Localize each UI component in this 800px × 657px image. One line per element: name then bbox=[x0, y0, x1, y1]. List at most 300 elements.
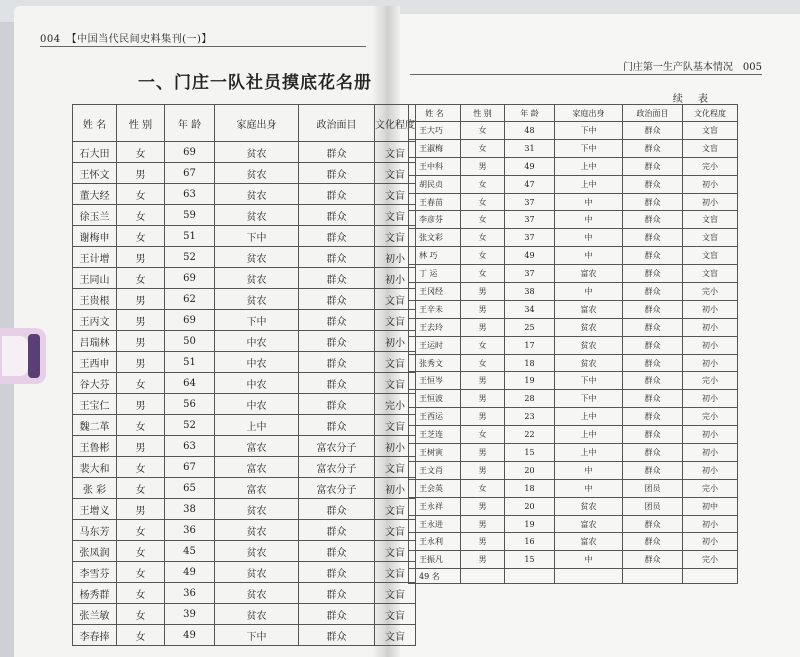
table-cell: 吕瑞林 bbox=[73, 331, 117, 352]
table-cell: 37 bbox=[505, 265, 555, 283]
table-cell: 文盲 bbox=[683, 229, 738, 247]
table-cell: 文盲 bbox=[375, 289, 416, 310]
table-cell: 上中 bbox=[555, 426, 623, 444]
table-cell: 女 bbox=[117, 142, 165, 163]
total-count: 49 名 bbox=[409, 569, 461, 584]
table-cell: 文盲 bbox=[375, 583, 416, 604]
column-header: 政治面目 bbox=[299, 105, 375, 142]
table-cell: 女 bbox=[117, 604, 165, 625]
table-cell: 56 bbox=[165, 394, 215, 415]
table-cell: 初小 bbox=[683, 300, 738, 318]
table-row bbox=[409, 515, 738, 533]
table-row bbox=[73, 457, 416, 478]
table-cell: 初小 bbox=[683, 515, 738, 533]
table-cell: 初小 bbox=[683, 390, 738, 408]
table-cell: 初中 bbox=[683, 497, 738, 515]
table-cell: 完小 bbox=[683, 551, 738, 569]
table-cell: 文盲 bbox=[375, 163, 416, 184]
table-cell: 初小 bbox=[375, 331, 416, 352]
table-cell: 34 bbox=[505, 300, 555, 318]
table-cell: 林 巧 bbox=[409, 247, 461, 265]
table-cell: 文盲 bbox=[375, 352, 416, 373]
table-cell: 群众 bbox=[299, 499, 375, 520]
table-cell: 群众 bbox=[299, 373, 375, 394]
table-cell: 王永进 bbox=[409, 515, 461, 533]
table-row bbox=[73, 436, 416, 457]
table-cell: 男 bbox=[461, 390, 505, 408]
right-roster-table bbox=[408, 104, 738, 584]
table-cell: 36 bbox=[165, 520, 215, 541]
table-cell: 下中 bbox=[555, 139, 623, 157]
table-cell: 谷大芬 bbox=[73, 373, 117, 394]
table-cell: 群众 bbox=[623, 283, 683, 301]
table-cell: 初小 bbox=[375, 436, 416, 457]
table-cell: 20 bbox=[505, 497, 555, 515]
table-cell: 中农 bbox=[215, 394, 299, 415]
table-cell: 群众 bbox=[299, 562, 375, 583]
table-row bbox=[409, 444, 738, 462]
table-row bbox=[73, 562, 416, 583]
table-row bbox=[73, 415, 416, 436]
table-cell: 王振凡 bbox=[409, 551, 461, 569]
table-row bbox=[409, 247, 738, 265]
table-cell: 男 bbox=[461, 408, 505, 426]
table-cell: 上中 bbox=[215, 415, 299, 436]
table-cell: 31 bbox=[505, 139, 555, 157]
table-cell: 男 bbox=[461, 283, 505, 301]
table-row bbox=[409, 318, 738, 336]
table-cell: 王冈经 bbox=[409, 283, 461, 301]
table-cell: 李春捧 bbox=[73, 625, 117, 646]
table-cell: 文盲 bbox=[375, 499, 416, 520]
table-cell: 女 bbox=[117, 205, 165, 226]
table-cell: 李彦芬 bbox=[409, 211, 461, 229]
table-cell: 男 bbox=[117, 331, 165, 352]
table-cell: 67 bbox=[165, 163, 215, 184]
table-row bbox=[73, 499, 416, 520]
table-cell: 王辛未 bbox=[409, 300, 461, 318]
table-cell: 富农分子 bbox=[299, 478, 375, 499]
table-cell: 中农 bbox=[215, 352, 299, 373]
table-cell: 群众 bbox=[299, 520, 375, 541]
table-row bbox=[73, 352, 416, 373]
table-cell: 男 bbox=[461, 372, 505, 390]
table-cell: 中 bbox=[555, 247, 623, 265]
table-cell: 初小 bbox=[683, 175, 738, 193]
left-page-number: 004 bbox=[40, 34, 61, 45]
table-cell: 52 bbox=[165, 415, 215, 436]
table-cell: 初小 bbox=[683, 193, 738, 211]
table-cell: 完小 bbox=[683, 157, 738, 175]
table-cell: 群众 bbox=[623, 229, 683, 247]
table-cell: 初小 bbox=[375, 478, 416, 499]
table-cell: 群众 bbox=[299, 226, 375, 247]
table-cell: 王丙文 bbox=[73, 310, 117, 331]
table-cell: 群众 bbox=[299, 163, 375, 184]
table-cell: 19 bbox=[505, 515, 555, 533]
table-cell: 初小 bbox=[683, 318, 738, 336]
table-cell: 初小 bbox=[683, 426, 738, 444]
table-cell: 47 bbox=[505, 175, 555, 193]
table-row bbox=[73, 541, 416, 562]
table-cell: 15 bbox=[505, 444, 555, 462]
table-cell: 富农分子 bbox=[299, 436, 375, 457]
table-cell: 男 bbox=[461, 461, 505, 479]
table-cell: 群众 bbox=[623, 122, 683, 140]
table-cell: 女 bbox=[117, 562, 165, 583]
table-cell: 贫农 bbox=[555, 336, 623, 354]
table-cell: 36 bbox=[165, 583, 215, 604]
table-cell: 49 bbox=[165, 562, 215, 583]
table-cell: 51 bbox=[165, 352, 215, 373]
table-cell: 王西运 bbox=[409, 408, 461, 426]
table-row bbox=[73, 247, 416, 268]
table-cell: 贫农 bbox=[215, 583, 299, 604]
table-row bbox=[409, 336, 738, 354]
table-cell: 女 bbox=[461, 479, 505, 497]
table-row bbox=[409, 408, 738, 426]
table-cell: 初小 bbox=[375, 268, 416, 289]
table-cell: 男 bbox=[461, 300, 505, 318]
table-cell: 马东芳 bbox=[73, 520, 117, 541]
table-cell: 下中 bbox=[555, 122, 623, 140]
table-cell: 王淑梅 bbox=[409, 139, 461, 157]
total-row bbox=[409, 569, 738, 584]
table-row bbox=[409, 390, 738, 408]
table-cell: 王鲁彬 bbox=[73, 436, 117, 457]
table-cell: 中 bbox=[555, 193, 623, 211]
table-cell: 张秀文 bbox=[409, 354, 461, 372]
column-header: 文化程度 bbox=[683, 105, 738, 122]
table-cell: 中 bbox=[555, 551, 623, 569]
table-cell: 张兰敏 bbox=[73, 604, 117, 625]
table-cell: 群众 bbox=[299, 541, 375, 562]
table-cell: 张凤润 bbox=[73, 541, 117, 562]
table-cell: 杨秀群 bbox=[73, 583, 117, 604]
table-cell: 群众 bbox=[299, 625, 375, 646]
right-page-header bbox=[623, 58, 762, 73]
table-cell: 男 bbox=[117, 247, 165, 268]
table-cell: 67 bbox=[165, 457, 215, 478]
table-cell: 23 bbox=[505, 408, 555, 426]
table-cell: 群众 bbox=[299, 583, 375, 604]
table-row bbox=[409, 139, 738, 157]
table-cell: 王芝连 bbox=[409, 426, 461, 444]
column-header: 姓 名 bbox=[409, 105, 461, 122]
table-cell: 群众 bbox=[299, 205, 375, 226]
table-cell: 文盲 bbox=[375, 604, 416, 625]
table-cell: 下中 bbox=[215, 226, 299, 247]
table-cell: 完小 bbox=[683, 283, 738, 301]
table-cell: 王同山 bbox=[73, 268, 117, 289]
table-row bbox=[73, 289, 416, 310]
table-cell: 贫农 bbox=[555, 354, 623, 372]
table-cell: 中 bbox=[555, 461, 623, 479]
table-row bbox=[73, 310, 416, 331]
table-cell: 群众 bbox=[623, 300, 683, 318]
table-cell: 中农 bbox=[215, 373, 299, 394]
table-cell: 王大巧 bbox=[409, 122, 461, 140]
table-cell: 贫农 bbox=[215, 247, 299, 268]
table-cell: 群众 bbox=[623, 247, 683, 265]
table-cell: 62 bbox=[165, 289, 215, 310]
table-row bbox=[73, 226, 416, 247]
table-cell: 59 bbox=[165, 205, 215, 226]
table-row bbox=[73, 604, 416, 625]
table-cell: 22 bbox=[505, 426, 555, 444]
table-cell: 群众 bbox=[299, 247, 375, 268]
table-cell: 女 bbox=[461, 229, 505, 247]
table-cell: 女 bbox=[461, 426, 505, 444]
table-cell: 文盲 bbox=[375, 625, 416, 646]
column-header: 性 别 bbox=[461, 105, 505, 122]
right-header-rule bbox=[410, 74, 762, 75]
table-cell: 群众 bbox=[623, 426, 683, 444]
table-cell: 男 bbox=[117, 310, 165, 331]
table-cell: 团员 bbox=[623, 497, 683, 515]
table-cell: 贫农 bbox=[215, 268, 299, 289]
table-cell: 女 bbox=[461, 122, 505, 140]
table-row bbox=[73, 478, 416, 499]
table-cell: 富农 bbox=[215, 457, 299, 478]
table-row bbox=[73, 205, 416, 226]
column-header: 文化程度 bbox=[375, 105, 416, 142]
table-cell: 富农分子 bbox=[299, 457, 375, 478]
table-row bbox=[409, 551, 738, 569]
table-cell: 初小 bbox=[683, 533, 738, 551]
table-cell: 贫农 bbox=[555, 318, 623, 336]
empty-cell bbox=[683, 569, 738, 584]
table-cell: 群众 bbox=[299, 604, 375, 625]
table-cell: 49 bbox=[505, 157, 555, 175]
table-cell: 50 bbox=[165, 331, 215, 352]
table-cell: 18 bbox=[505, 354, 555, 372]
table-cell: 文盲 bbox=[375, 415, 416, 436]
left-header-title: 【中国当代民间史料集刊(一)】 bbox=[66, 34, 212, 45]
column-header: 政治面目 bbox=[623, 105, 683, 122]
table-row bbox=[73, 520, 416, 541]
table-cell: 群众 bbox=[299, 331, 375, 352]
table-cell: 群众 bbox=[299, 352, 375, 373]
table-cell: 38 bbox=[505, 283, 555, 301]
table-cell: 群众 bbox=[623, 265, 683, 283]
table-cell: 男 bbox=[461, 551, 505, 569]
table-cell: 贫农 bbox=[215, 142, 299, 163]
empty-cell bbox=[555, 569, 623, 584]
table-row bbox=[409, 479, 738, 497]
table-cell: 女 bbox=[461, 265, 505, 283]
table-cell: 贫农 bbox=[555, 497, 623, 515]
clip-cartoon-face bbox=[2, 336, 28, 376]
empty-cell bbox=[623, 569, 683, 584]
table-row bbox=[409, 354, 738, 372]
table-cell: 下中 bbox=[215, 625, 299, 646]
table-cell: 男 bbox=[117, 289, 165, 310]
table-cell: 董大经 bbox=[73, 184, 117, 205]
table-cell: 中 bbox=[555, 283, 623, 301]
table-cell: 初小 bbox=[375, 247, 416, 268]
table-cell: 贫农 bbox=[215, 562, 299, 583]
table-cell: 文盲 bbox=[683, 211, 738, 229]
table-cell: 贫农 bbox=[215, 289, 299, 310]
table-cell: 王怀文 bbox=[73, 163, 117, 184]
table-cell: 男 bbox=[461, 444, 505, 462]
table-cell: 群众 bbox=[623, 461, 683, 479]
table-cell: 中农 bbox=[215, 331, 299, 352]
table-cell: 51 bbox=[165, 226, 215, 247]
table-row bbox=[73, 142, 416, 163]
table-cell: 富农 bbox=[555, 515, 623, 533]
table-cell: 文盲 bbox=[375, 541, 416, 562]
table-row bbox=[409, 300, 738, 318]
table-cell: 完小 bbox=[683, 479, 738, 497]
table-row bbox=[409, 533, 738, 551]
table-cell: 45 bbox=[165, 541, 215, 562]
table-row bbox=[73, 373, 416, 394]
table-cell: 中 bbox=[555, 479, 623, 497]
table-cell: 富农 bbox=[555, 300, 623, 318]
table-cell: 文盲 bbox=[375, 205, 416, 226]
table-cell: 49 bbox=[165, 625, 215, 646]
table-cell: 女 bbox=[117, 520, 165, 541]
table-cell: 37 bbox=[505, 193, 555, 211]
table-cell: 女 bbox=[461, 211, 505, 229]
table-cell: 群众 bbox=[299, 289, 375, 310]
table-cell: 王恒岑 bbox=[409, 372, 461, 390]
table-cell: 群众 bbox=[623, 372, 683, 390]
table-cell: 群众 bbox=[299, 415, 375, 436]
table-cell: 女 bbox=[117, 226, 165, 247]
table-cell: 群众 bbox=[623, 336, 683, 354]
table-cell: 群众 bbox=[299, 310, 375, 331]
table-cell: 女 bbox=[461, 193, 505, 211]
table-row bbox=[409, 211, 738, 229]
table-cell: 女 bbox=[461, 175, 505, 193]
table-cell: 裴大和 bbox=[73, 457, 117, 478]
table-cell: 女 bbox=[117, 583, 165, 604]
table-cell: 群众 bbox=[299, 268, 375, 289]
table-cell: 63 bbox=[165, 436, 215, 457]
table-cell: 群众 bbox=[299, 142, 375, 163]
table-cell: 徐玉兰 bbox=[73, 205, 117, 226]
table-cell: 贫农 bbox=[215, 604, 299, 625]
table-cell: 52 bbox=[165, 247, 215, 268]
table-cell: 48 bbox=[505, 122, 555, 140]
table-cell: 文盲 bbox=[375, 520, 416, 541]
table-cell: 文盲 bbox=[375, 373, 416, 394]
table-cell: 群众 bbox=[623, 515, 683, 533]
table-cell: 女 bbox=[117, 268, 165, 289]
table-cell: 文盲 bbox=[683, 139, 738, 157]
table-cell: 文盲 bbox=[683, 265, 738, 283]
empty-cell bbox=[505, 569, 555, 584]
table-cell: 初小 bbox=[683, 444, 738, 462]
table-cell: 69 bbox=[165, 142, 215, 163]
table-cell: 胡民贞 bbox=[409, 175, 461, 193]
table-cell: 王恒波 bbox=[409, 390, 461, 408]
left-roster-table bbox=[72, 104, 416, 646]
table-cell: 富农 bbox=[215, 478, 299, 499]
table-cell: 王运时 bbox=[409, 336, 461, 354]
table-cell: 完小 bbox=[683, 372, 738, 390]
table-cell: 下中 bbox=[555, 390, 623, 408]
table-cell: 女 bbox=[461, 354, 505, 372]
table-cell: 女 bbox=[117, 457, 165, 478]
table-cell: 贫农 bbox=[215, 520, 299, 541]
table-cell: 丁 运 bbox=[409, 265, 461, 283]
table-row bbox=[409, 461, 738, 479]
column-header: 家庭出身 bbox=[215, 105, 299, 142]
table-cell: 男 bbox=[461, 157, 505, 175]
table-row bbox=[73, 184, 416, 205]
table-cell: 女 bbox=[117, 415, 165, 436]
table-cell: 群众 bbox=[299, 184, 375, 205]
table-cell: 69 bbox=[165, 310, 215, 331]
column-header: 性 别 bbox=[117, 105, 165, 142]
table-cell: 49 bbox=[505, 247, 555, 265]
table-cell: 女 bbox=[461, 336, 505, 354]
table-cell: 群众 bbox=[623, 533, 683, 551]
table-cell: 中 bbox=[555, 229, 623, 247]
table-cell: 贫农 bbox=[215, 205, 299, 226]
table-cell: 贫农 bbox=[215, 184, 299, 205]
table-row bbox=[73, 268, 416, 289]
table-row bbox=[409, 175, 738, 193]
table-cell: 16 bbox=[505, 533, 555, 551]
table-cell: 王宝仁 bbox=[73, 394, 117, 415]
table-cell: 石大田 bbox=[73, 142, 117, 163]
empty-cell bbox=[461, 569, 505, 584]
table-cell: 37 bbox=[505, 211, 555, 229]
table-cell: 谢梅申 bbox=[73, 226, 117, 247]
table-cell: 男 bbox=[117, 352, 165, 373]
table-cell: 女 bbox=[117, 541, 165, 562]
table-cell: 群众 bbox=[623, 318, 683, 336]
table-row bbox=[73, 583, 416, 604]
table-cell: 38 bbox=[165, 499, 215, 520]
table-cell: 贫农 bbox=[215, 541, 299, 562]
table-cell: 男 bbox=[461, 515, 505, 533]
table-cell: 25 bbox=[505, 318, 555, 336]
column-header: 家庭出身 bbox=[555, 105, 623, 122]
table-cell: 王西申 bbox=[73, 352, 117, 373]
table-cell: 文盲 bbox=[683, 247, 738, 265]
table-cell: 贫农 bbox=[215, 499, 299, 520]
table-cell: 63 bbox=[165, 184, 215, 205]
table-cell: 李雪芬 bbox=[73, 562, 117, 583]
table-cell: 女 bbox=[117, 184, 165, 205]
table-row bbox=[73, 331, 416, 352]
column-header: 姓 名 bbox=[73, 105, 117, 142]
table-cell: 69 bbox=[165, 268, 215, 289]
table-cell: 文盲 bbox=[683, 122, 738, 140]
table-row bbox=[73, 625, 416, 646]
table-cell: 15 bbox=[505, 551, 555, 569]
table-cell: 64 bbox=[165, 373, 215, 394]
table-cell: 贫农 bbox=[215, 163, 299, 184]
table-cell: 富农 bbox=[555, 533, 623, 551]
table-cell: 上中 bbox=[555, 157, 623, 175]
table-cell: 中 bbox=[555, 211, 623, 229]
table-cell: 群众 bbox=[299, 394, 375, 415]
clip-band bbox=[28, 334, 40, 378]
table-cell: 男 bbox=[461, 497, 505, 515]
table-cell: 富农 bbox=[215, 436, 299, 457]
table-row bbox=[409, 122, 738, 140]
table-cell: 群众 bbox=[623, 139, 683, 157]
table-row bbox=[409, 283, 738, 301]
table-cell: 魏二革 bbox=[73, 415, 117, 436]
